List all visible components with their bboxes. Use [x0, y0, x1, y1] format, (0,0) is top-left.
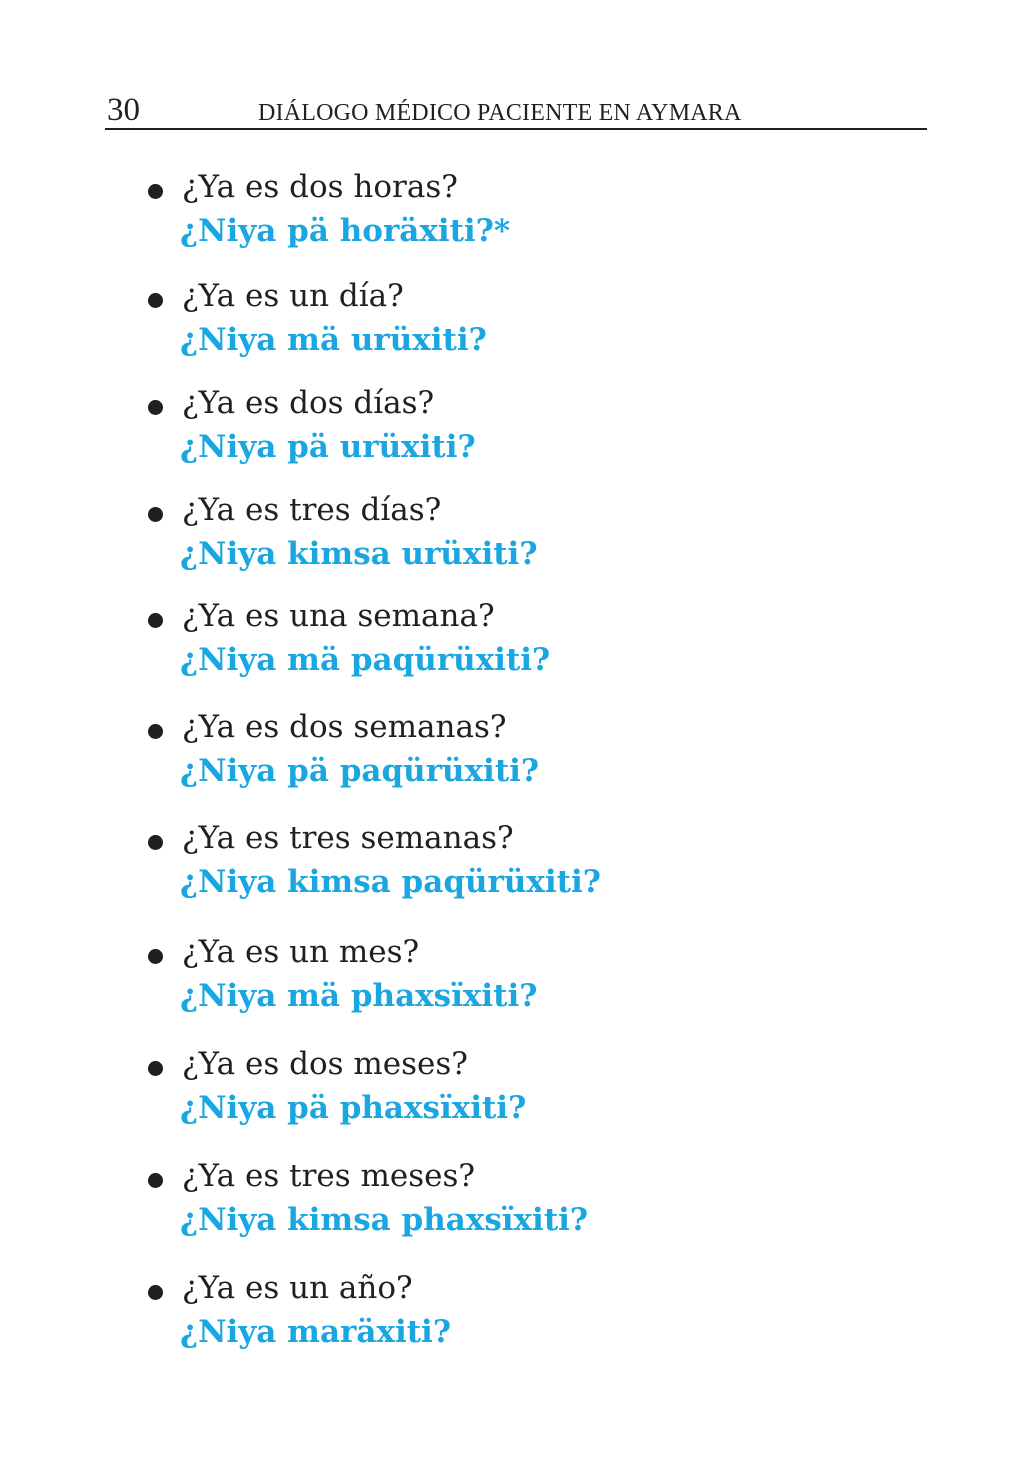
spanish-phrase: ¿Ya es un mes?: [182, 934, 420, 970]
phrase-entry: [140, 278, 940, 368]
phrase-entry: [140, 169, 940, 259]
phrase-entry: [140, 492, 940, 582]
aymara-translation: ¿Niya mä paqürüxiti?: [180, 642, 551, 678]
spanish-phrase: ¿Ya es dos semanas?: [182, 709, 507, 745]
bullet-icon: [148, 1061, 163, 1076]
spanish-phrase: ¿Ya es un día?: [182, 278, 404, 314]
running-title: DIÁLOGO MÉDICO PACIENTE EN AYMARA: [258, 100, 742, 126]
bullet-icon: [148, 400, 163, 415]
phrase-entry: [140, 709, 940, 799]
aymara-translation: ¿Niya pä horäxiti?*: [180, 213, 511, 249]
aymara-translation: ¿Niya pä phaxsïxiti?: [180, 1090, 527, 1126]
aymara-translation: ¿Niya kimsa paqürüxiti?: [180, 864, 601, 900]
bullet-icon: [148, 835, 163, 850]
bullet-icon: [148, 1173, 163, 1188]
phrase-entry: [140, 934, 940, 1024]
spanish-phrase: ¿Ya es dos días?: [182, 385, 435, 421]
aymara-translation: ¿Niya kimsa phaxsïxiti?: [180, 1202, 589, 1238]
phrase-entry: [140, 1270, 940, 1360]
aymara-translation: ¿Niya mä phaxsïxiti?: [180, 978, 538, 1014]
aymara-translation: ¿Niya kimsa urüxiti?: [180, 536, 538, 572]
bullet-icon: [148, 724, 163, 739]
page-number: 30: [107, 92, 140, 128]
spanish-phrase: ¿Ya es tres semanas?: [182, 820, 514, 856]
spanish-phrase: ¿Ya es un año?: [182, 1270, 413, 1306]
bullet-icon: [148, 613, 163, 628]
aymara-translation: ¿Niya pä paqürüxiti?: [180, 753, 540, 789]
phrase-entry: [140, 1158, 940, 1248]
bullet-icon: [148, 1285, 163, 1300]
aymara-translation: ¿Niya mä urüxiti?: [180, 322, 487, 358]
aymara-translation: ¿Niya pä urüxiti?: [180, 429, 476, 465]
spanish-phrase: ¿Ya es tres días?: [182, 492, 442, 528]
bullet-icon: [148, 184, 163, 199]
aymara-translation: ¿Niya maräxiti?: [180, 1314, 451, 1350]
spanish-phrase: ¿Ya es dos meses?: [182, 1046, 468, 1082]
bullet-icon: [148, 949, 163, 964]
phrase-entry: [140, 820, 940, 910]
spanish-phrase: ¿Ya es dos horas?: [182, 169, 458, 205]
phrase-entry: [140, 598, 940, 688]
spanish-phrase: ¿Ya es una semana?: [182, 598, 495, 634]
spanish-phrase: ¿Ya es tres meses?: [182, 1158, 476, 1194]
phrase-entry: [140, 385, 940, 475]
bullet-icon: [148, 293, 163, 308]
phrase-entry: [140, 1046, 940, 1136]
bullet-icon: [148, 507, 163, 522]
